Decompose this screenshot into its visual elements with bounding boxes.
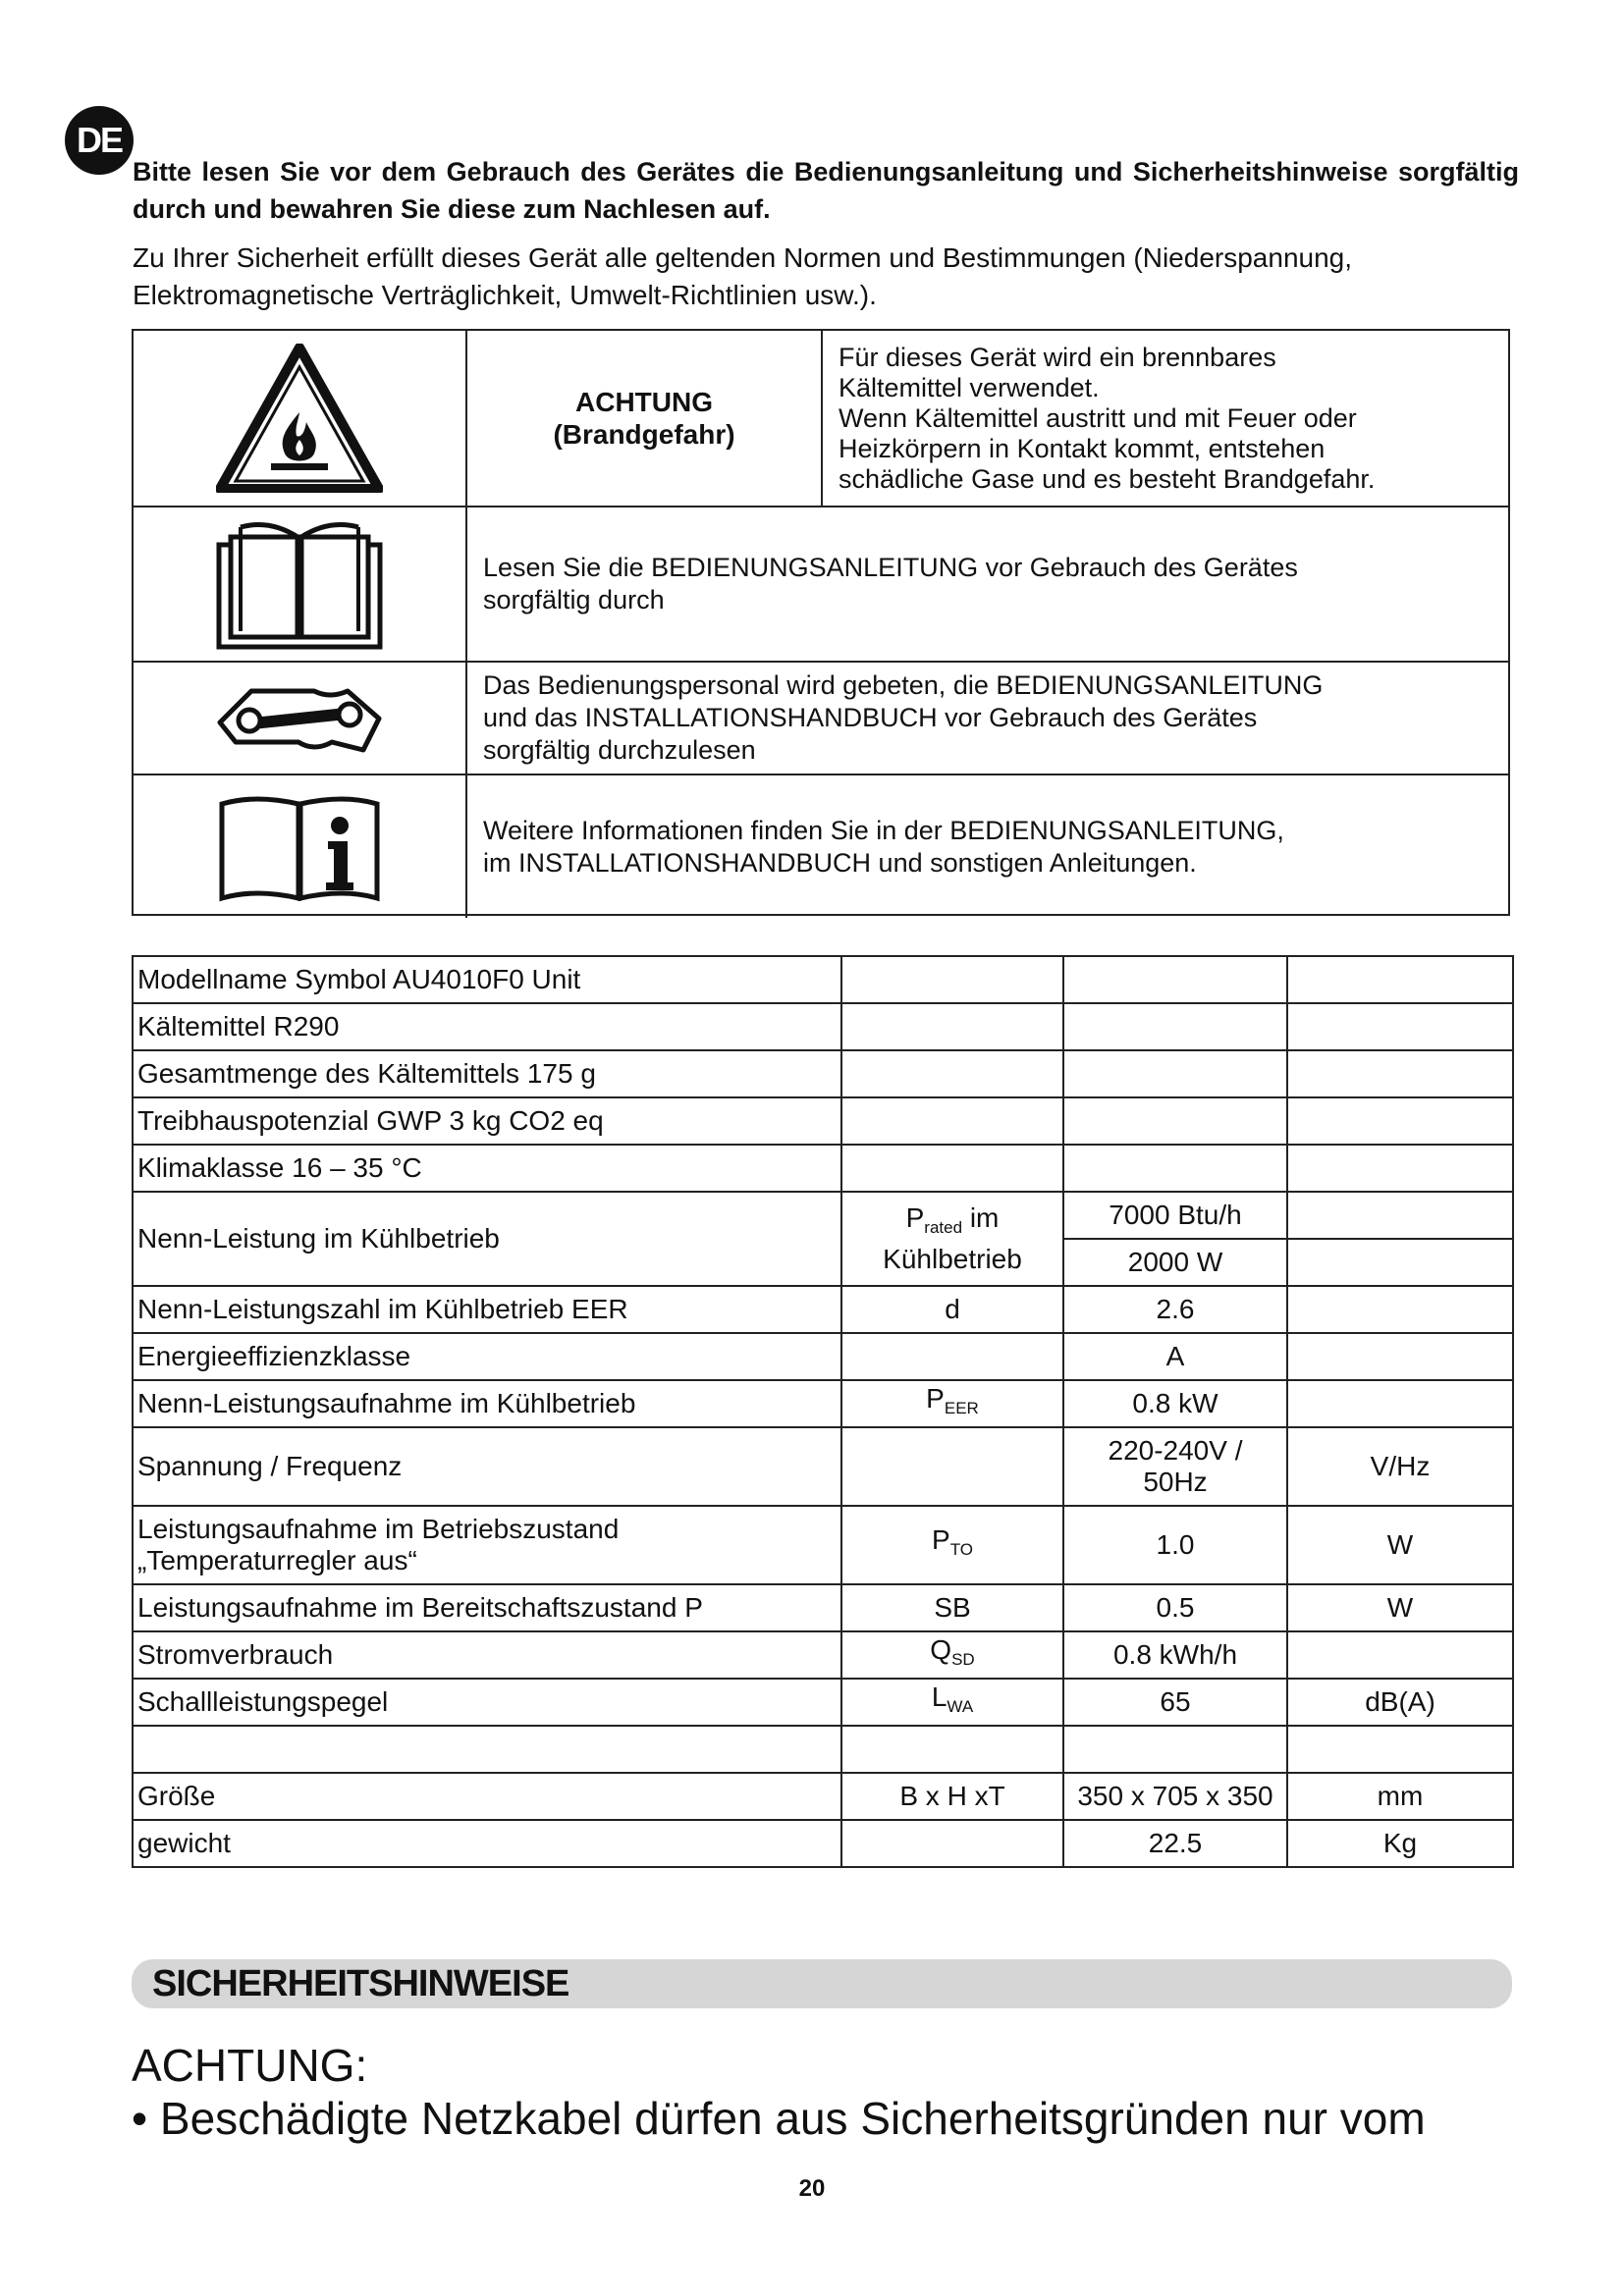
service-text-line: sorgfältig durchzulesen (483, 735, 756, 765)
warning-row-manual (134, 507, 1508, 663)
safety-bullet: • Beschädigte Netzkabel dürfen aus Sicherheitsgründen nur vom (132, 2093, 1426, 2144)
spec-symbol: $Q_{SD}$ (841, 1631, 1063, 1679)
spec-label: Leistungsaufnahme im Bereitschaftszustand P (133, 1584, 841, 1631)
intro-bold-text: Bitte lesen Sie vor dem Gebrauch des Gerätes die Bedienungsanleitung und Sicherheitshinweise sorgfältig durch und bewahren Sie diese zum Nachlesen auf. (133, 157, 1519, 224)
open-book-icon (211, 515, 388, 653)
spec-label: Nenn-Leistungsaufnahme im Kühlbetrieb (133, 1380, 841, 1427)
fire-text-line: Wenn Kältemittel austritt und mit Feuer oder (839, 402, 1357, 433)
manual-warning-text (467, 507, 1508, 661)
fire-text-line: Kältemittel verwendet. (839, 372, 1100, 402)
service-warning-text (467, 663, 1508, 774)
spec-label: Nenn-Leistung im Kühlbetrieb (133, 1192, 841, 1286)
spec-label: gewicht (133, 1820, 841, 1867)
spec-value: A (1063, 1333, 1287, 1380)
icon-cell (134, 775, 467, 918)
spec-symbol: d (841, 1286, 1063, 1333)
table-row (133, 1584, 1513, 1631)
achtung-fire-cell (467, 331, 823, 506)
table-row (133, 1820, 1513, 1867)
flammable-warning-icon (216, 344, 383, 493)
spec-label: Stromverbrauch (133, 1631, 841, 1679)
spec-symbol: B x H xT (841, 1773, 1063, 1820)
table-row (133, 1506, 1513, 1584)
spec-label: Energieeffizienzklasse (133, 1333, 841, 1380)
table-row (133, 1773, 1513, 1820)
service-manual-icon (216, 679, 383, 758)
spec-table (132, 955, 1514, 1868)
spec-label: Größe (133, 1773, 841, 1820)
fire-warning-text (823, 331, 1508, 506)
spec-value: 65 (1063, 1679, 1287, 1726)
spec-label: Kältemittel R290 (133, 1003, 841, 1050)
spec-value: 0.8 kWh/h (1063, 1631, 1287, 1679)
page-number: 20 (798, 2175, 826, 2202)
info-book-icon (216, 790, 383, 904)
spec-symbol: $L_{WA}$ (841, 1679, 1063, 1726)
spec-value: 220-240V / 50Hz (1063, 1427, 1287, 1506)
spec-value: 350 x 705 x 350 (1063, 1773, 1287, 1820)
spec-unit: dB(A) (1287, 1679, 1513, 1726)
table-row (133, 1726, 1513, 1773)
spec-label: Gesamtmenge des Kältemittels 175 g (133, 1050, 841, 1097)
table-row (133, 1679, 1513, 1726)
fire-text-line: Heizkörpern in Kontakt kommt, entstehen (839, 433, 1326, 463)
table-row (133, 956, 1513, 1003)
spec-symbol: $P_{rated}$ im Kühlbetrieb (841, 1192, 1063, 1286)
table-row (133, 1145, 1513, 1192)
spec-value: 0.8 kW (1063, 1380, 1287, 1427)
table-row (133, 1097, 1513, 1145)
icon-cell (134, 331, 467, 506)
table-row (133, 1333, 1513, 1380)
spec-label: Spannung / Frequenz (133, 1427, 841, 1506)
warning-row-service (134, 663, 1508, 775)
spec-value: 7000 Btu/h (1063, 1192, 1287, 1239)
fire-hazard-title: (Brandgefahr) (553, 419, 735, 450)
spec-unit: Kg (1287, 1820, 1513, 1867)
table-row (133, 1631, 1513, 1679)
achtung-title: ACHTUNG (575, 387, 713, 417)
fire-text-line: schädliche Gase und es besteht Brandgefahr. (839, 463, 1376, 494)
language-badge: DE (65, 106, 134, 175)
spec-unit: mm (1287, 1773, 1513, 1820)
spec-label: Nenn-Leistungszahl im Kühlbetrieb EER (133, 1286, 841, 1333)
spec-symbol: SB (841, 1584, 1063, 1631)
table-row (133, 1286, 1513, 1333)
info-text-line: Weitere Informationen finden Sie in der BEDIENUNGSANLEITUNG, (483, 815, 1284, 845)
spec-unit: W (1287, 1506, 1513, 1584)
table-row (133, 1380, 1513, 1427)
manual-text-line: Lesen Sie die BEDIENUNGSANLEITUNG vor Gebrauch des Gerätes (483, 553, 1298, 582)
intro-normal-text: Zu Ihrer Sicherheit erfüllt dieses Gerät alle geltenden Normen und Bestimmungen (Niederspannung, Elektromagnetische Verträglichkeit, Umwelt-Richtlinien usw.). (133, 242, 1353, 310)
spec-label: Schallleistungspegel (133, 1679, 841, 1726)
spec-label: Leistungsaufnahme im Betriebszustand „Temperaturregler aus“ (133, 1506, 841, 1584)
table-row (133, 1050, 1513, 1097)
spec-label: Treibhauspotenzial GWP 3 kg CO2 eq (133, 1097, 841, 1145)
info-warning-text (467, 775, 1508, 918)
spec-label: Klimaklasse 16 – 35 °C (133, 1145, 841, 1192)
manual-text-line: sorgfältig durch (483, 585, 665, 614)
warning-row-fire (134, 331, 1508, 507)
spec-value: 0.5 (1063, 1584, 1287, 1631)
service-text-line: und das INSTALLATIONSHANDBUCH vor Gebrauch des Gerätes (483, 703, 1258, 732)
section-title: SICHERHEITSHINWEISE (152, 1963, 569, 2004)
spec-value: 2000 W (1063, 1239, 1287, 1286)
achtung-heading: ACHTUNG: (132, 2040, 368, 2091)
table-row (133, 1192, 1513, 1239)
warning-row-info (134, 775, 1508, 918)
spec-unit: V/Hz (1287, 1427, 1513, 1506)
warning-table (132, 329, 1510, 916)
table-row (133, 1003, 1513, 1050)
icon-cell (134, 507, 467, 661)
info-text-line: im INSTALLATIONSHANDBUCH und sonstigen Anleitungen. (483, 847, 1197, 878)
spec-value: 22.5 (1063, 1820, 1287, 1867)
table-row (133, 1427, 1513, 1506)
icon-cell (134, 663, 467, 774)
spec-value: 1.0 (1063, 1506, 1287, 1584)
spec-symbol: $P_{EER}$ (841, 1380, 1063, 1427)
spec-value: 2.6 (1063, 1286, 1287, 1333)
spec-symbol: $P_{TO}$ (841, 1506, 1063, 1584)
spec-label: Modellname Symbol AU4010F0 Unit (133, 956, 841, 1003)
service-text-line: Das Bedienungspersonal wird gebeten, die BEDIENUNGSANLEITUNG (483, 670, 1324, 700)
fire-text-line: Für dieses Gerät wird ein brennbares (839, 342, 1276, 372)
spec-unit: W (1287, 1584, 1513, 1631)
